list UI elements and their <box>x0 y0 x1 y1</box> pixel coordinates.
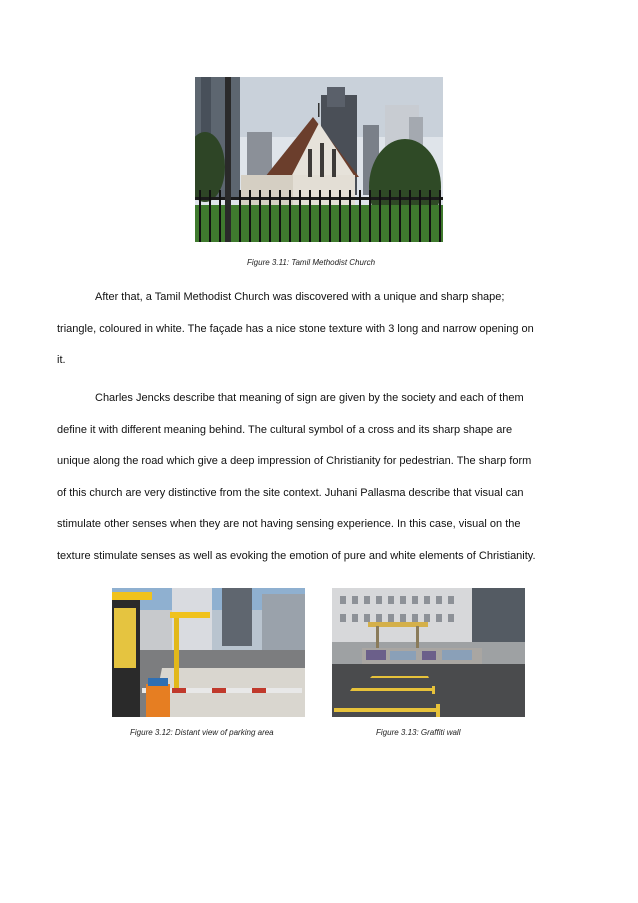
text-line: triangle, coloured in white. The façade has a nice stone texture with 3 long and narrow opening on <box>57 322 534 335</box>
paragraph-1 <box>57 282 587 377</box>
text-line: of this church are very distinctive from the site context. Juhani Pallasma describe that visual can <box>57 486 524 499</box>
text-line: it. <box>57 354 66 366</box>
figure-3-11-caption: Figure 3.11: Tamil Methodist Church <box>247 258 376 267</box>
paragraph-2 <box>57 383 587 572</box>
text-line: Charles Jencks describe that meaning of sign are given by the society and each of them <box>95 392 524 404</box>
figure-3-12-caption: Figure 3.12: Distant view of parking area <box>130 728 274 737</box>
text-line: After that, a Tamil Methodist Church was discovered with a unique and sharp shape; <box>95 291 505 303</box>
text-line: define it with different meaning behind. The cultural symbol of a cross and its sharp shape are <box>57 423 513 436</box>
text-line: unique along the road which give a deep impression of Christianity for pedestrian. The sharp form <box>57 455 532 467</box>
church-photo <box>195 77 443 242</box>
parking-photo <box>112 588 305 717</box>
text-line: texture stimulate senses as well as evoking the emotion of pure and white elements of Christianity. <box>57 549 536 562</box>
graffiti-photo <box>332 588 525 717</box>
text-line: stimulate other senses when they are not having sensing experience. In this case, visual on the <box>57 518 521 530</box>
figure-3-13-caption: Figure 3.13: Graffiti wall <box>376 728 461 737</box>
